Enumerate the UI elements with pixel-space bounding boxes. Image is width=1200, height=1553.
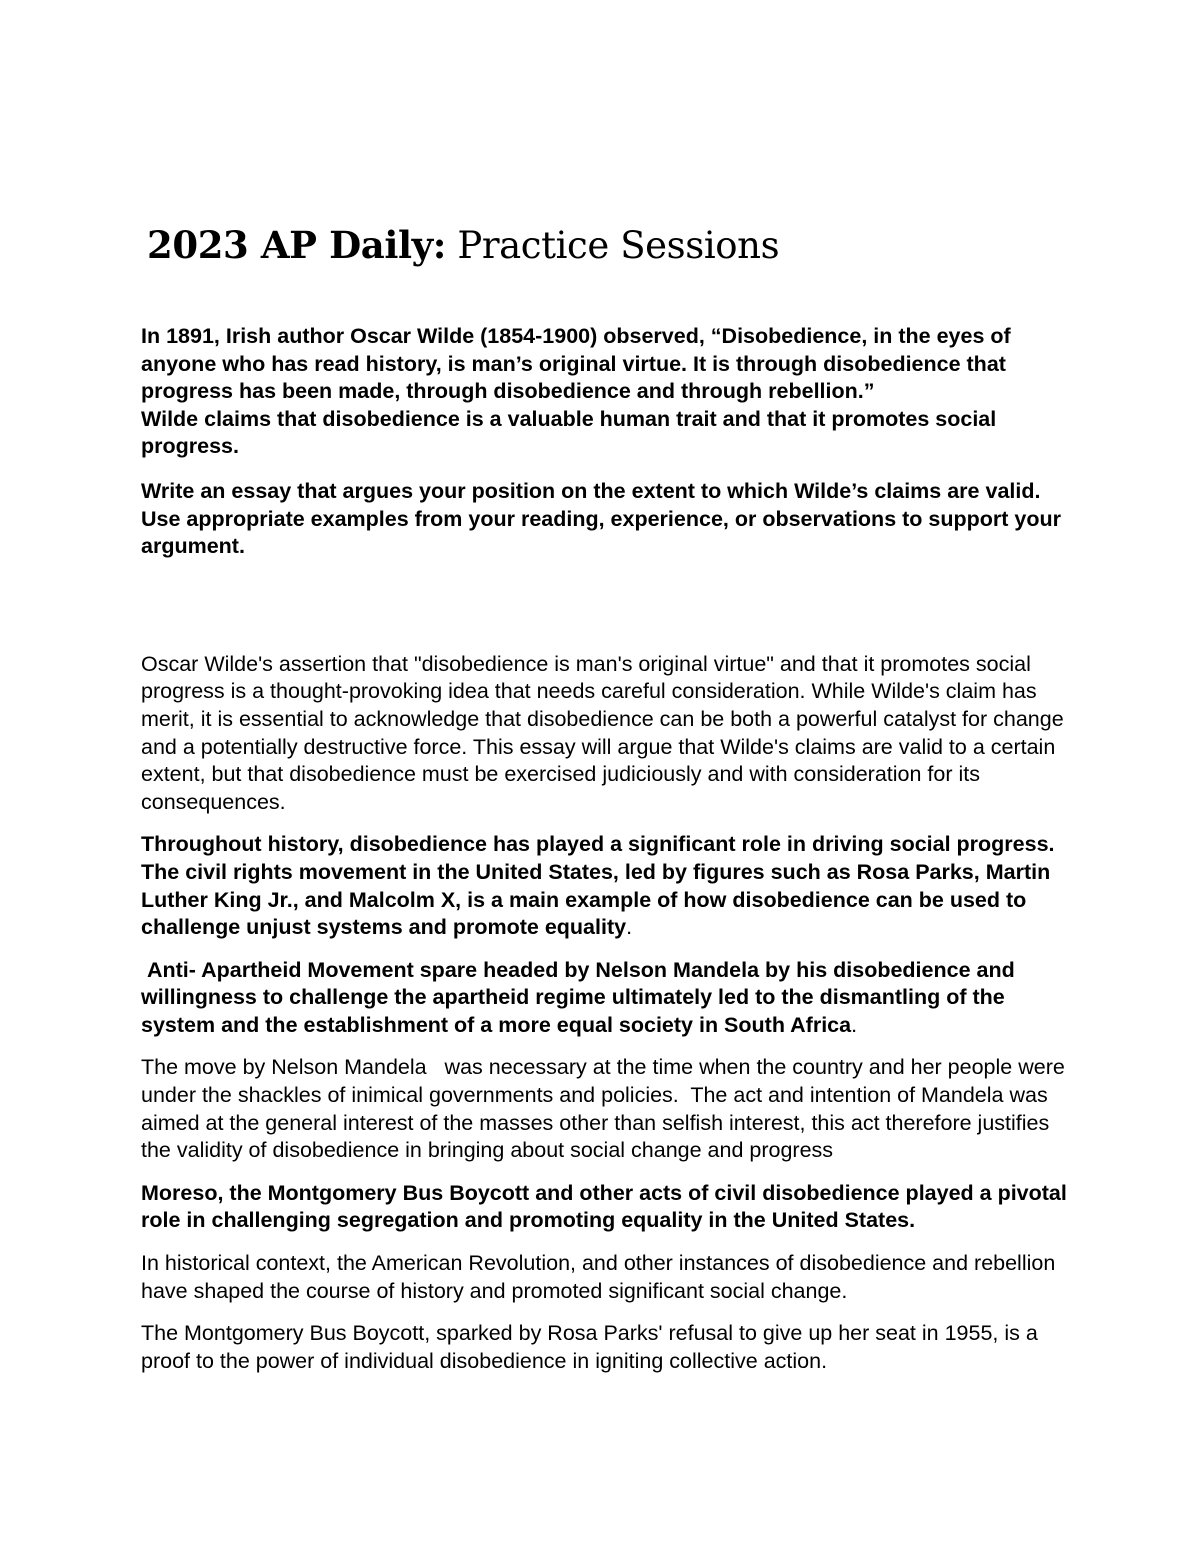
document-page <box>141 222 1071 1375</box>
civil-rights-period: . <box>626 915 633 940</box>
title-regular-part: Practice Sessions <box>446 224 780 267</box>
apartheid-text: Anti- Apartheid Movement spare headed by Nelson Mandela by his disobedience and willingness to challenge the apartheid regime ultimately led to the dismantling of the system and the establishment of a more equal society in South Africa <box>141 957 1021 1037</box>
prompt-task: Write an essay that argues your position on the extent to which Wilde’s claims are valid. Use appropriate examples from your reading, experience, or observations to support your argument. <box>141 478 1061 559</box>
page-title <box>147 222 1071 269</box>
civil-rights-text: Throughout history, disobedience has played a significant role in driving social progress. The civil rights movement in the United States, led by figures such as Rosa Parks, Martin Luther King Jr., and Malcolm X, is a main example of how disobedience can be used to challenge unjust systems and promote equality <box>141 832 1055 940</box>
essay-paragraph-apartheid <box>141 957 1071 1040</box>
title-bold-part: 2023 AP Daily: <box>147 223 446 267</box>
essay-paragraph-mandela: The move by Nelson Mandela was necessary at the time when the country and her people were under the shackles of inimical governments and policies. The act and intention of Mandela was aimed at the general interest of the masses other than selfish interest, this act therefore justifies the validity of disobedience in bringing about social change and progress <box>141 1055 1071 1163</box>
essay-paragraph-civil-rights <box>141 831 1071 941</box>
prompt-quote: In 1891, Irish author Oscar Wilde (1854-1900) observed, “Disobedience, in the eyes of anyone who has read history, is man’s original virtue. It is through disobedience that progress has been made, through disobedience and through rebellion.” <box>141 324 1011 404</box>
essay-paragraph-rosa-parks: The Montgomery Bus Boycott, sparked by Rosa Parks' refusal to give up her seat in 1955, is a proof to the power of individual disobedience in igniting collective action. <box>141 1321 1038 1373</box>
essay-paragraph-boycott: Moreso, the Montgomery Bus Boycott and other acts of civil disobedience played a pivotal role in challenging segregation and promoting equality in the United States. <box>141 1180 1067 1233</box>
prompt-claim: Wilde claims that disobedience is a valuable human trait and that it promotes social progress. <box>141 406 997 459</box>
essay-paragraph-history: In historical context, the American Revolution, and other instances of disobedience and rebellion have shaped the course of history and promoted significant social change. <box>141 1251 1056 1303</box>
essay-paragraph-intro: Oscar Wilde's assertion that "disobedience is man's original virtue" and that it promotes social progress is a thought-provoking idea that needs careful consideration. While Wilde's claim has merit, it is essential to acknowledge that disobedience can be both a powerful catalyst for change and a potentially destructive force. This essay will argue that Wilde's claims are valid to a certain extent, but that disobedience must be exercised judiciously and with consideration for its consequences. <box>141 651 1064 814</box>
apartheid-period: . <box>851 1012 858 1037</box>
